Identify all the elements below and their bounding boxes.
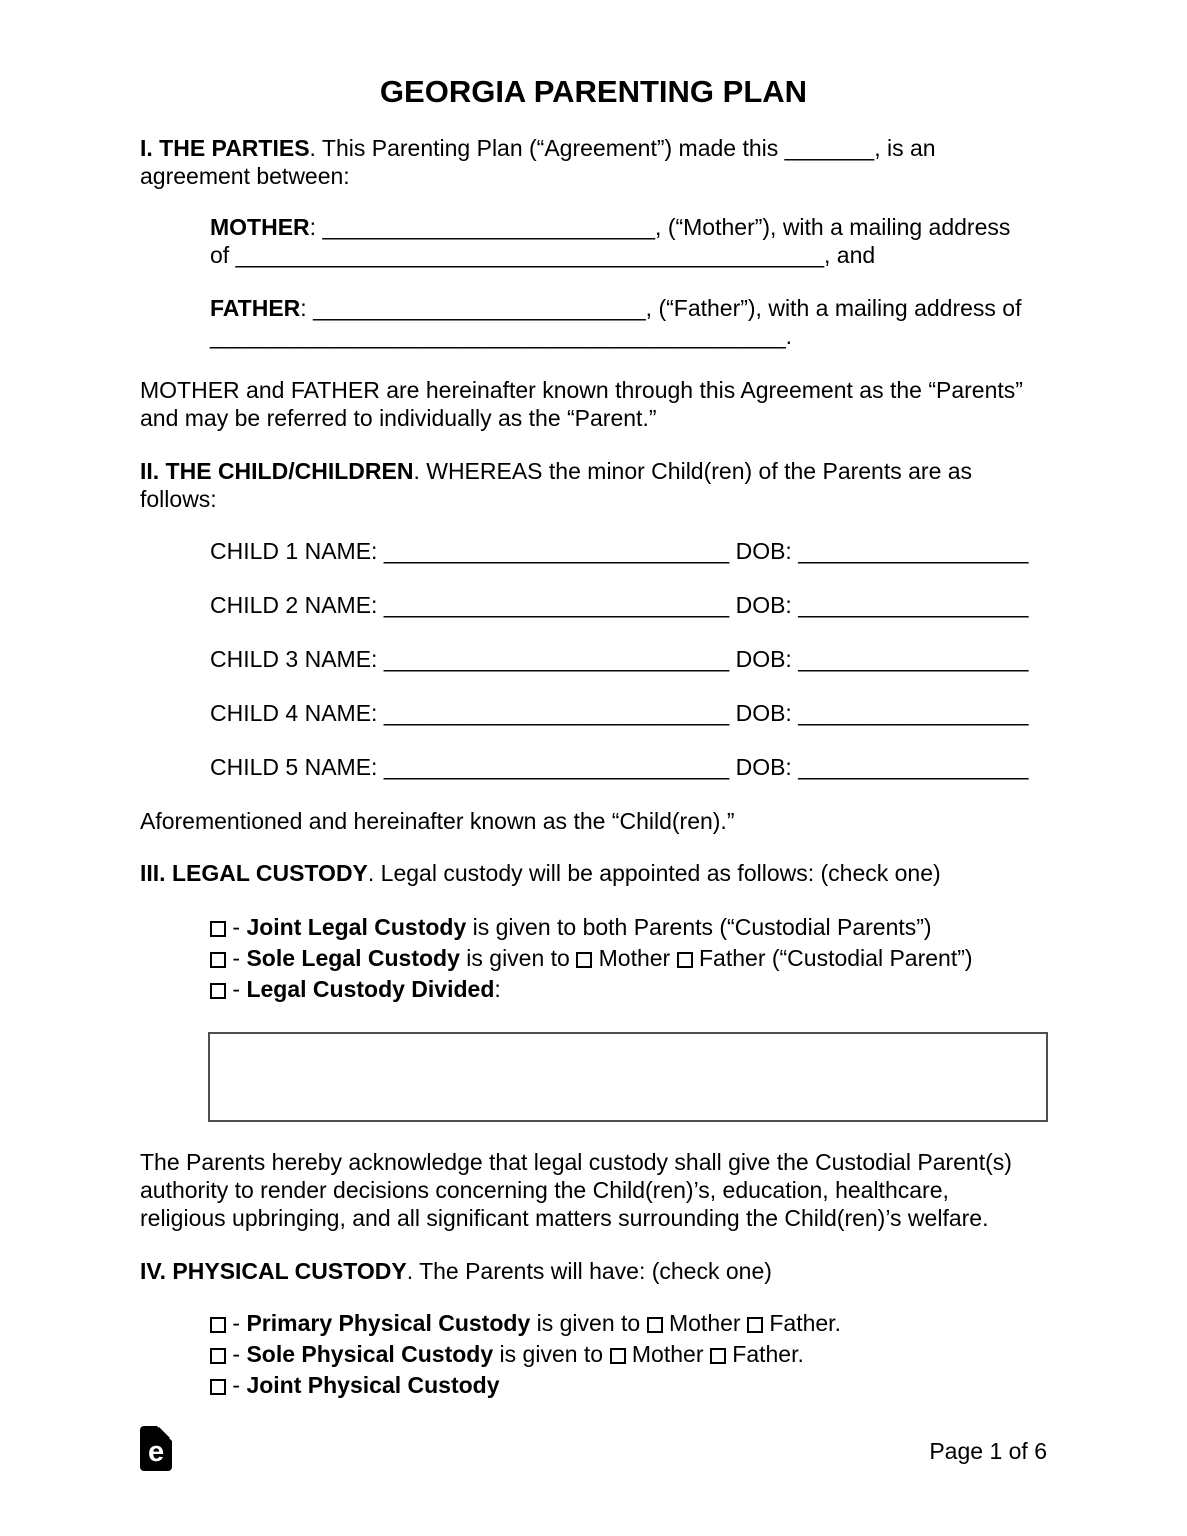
sole-physical-custody-label: Sole Physical Custody (246, 1341, 494, 1367)
sole-physical-mother-checkbox[interactable] (610, 1348, 626, 1364)
joint-legal-custody-checkbox[interactable] (210, 921, 226, 937)
legal-custody-options (210, 912, 1052, 1005)
parents-note-line-2 (140, 404, 1052, 432)
option-separator: - (226, 1341, 247, 1367)
child-1-name-field[interactable]: ___________________________ (383, 538, 730, 564)
sole-physical-mother-label: Mother (625, 1341, 710, 1367)
parties-intro-tail: , is an (874, 135, 936, 161)
primary-physical-custody-text: is given to (530, 1310, 647, 1336)
parents-note-text-2: and may be referred to individually as the “Parent.” (140, 405, 657, 431)
legal-custody-intro-text: . Legal custody will be appointed as follows: (check one) (367, 860, 941, 886)
child-2-name-field[interactable]: ___________________________ (383, 592, 730, 618)
joint-physical-custody-label: Joint Physical Custody (246, 1372, 500, 1398)
joint-physical-custody-checkbox[interactable] (210, 1379, 226, 1395)
legal-custody-note-line-1 (140, 1148, 1052, 1176)
father-line-1 (210, 294, 1052, 322)
father-name-field[interactable]: __________________________ (313, 295, 646, 321)
child-5-name-field[interactable]: ___________________________ (383, 754, 730, 780)
mother-label: MOTHER (210, 214, 310, 240)
sole-physical-father-checkbox[interactable] (710, 1348, 726, 1364)
sole-legal-mother-checkbox[interactable] (576, 952, 592, 968)
legal-custody-note-line-2 (140, 1176, 1052, 1204)
sole-physical-father-label: Father. (725, 1341, 804, 1367)
sole-physical-custody-text: is given to (493, 1341, 610, 1367)
father-colon: : (300, 295, 314, 321)
parties-intro-text-2: agreement between: (140, 163, 350, 189)
primary-physical-father-label: Father. (762, 1310, 841, 1336)
joint-legal-custody-text: is given to both Parents (“Custodial Parents”) (466, 914, 932, 940)
parties-intro-text: . This Parenting Plan (“Agreement”) made this (309, 135, 785, 161)
children-intro-text-2: follows: (140, 486, 217, 512)
option-separator: - (226, 1310, 247, 1336)
primary-physical-custody-checkbox[interactable] (210, 1317, 226, 1333)
child-3-name-label: CHILD 3 NAME: (210, 646, 384, 672)
legal-custody-note-text-1: The Parents hereby acknowledge that legal custody shall give the Custodial Parent(s) (140, 1149, 1012, 1175)
child-4-dob-field[interactable]: __________________ (798, 700, 1029, 726)
sole-legal-father-label: Father (“Custodial Parent”) (692, 945, 973, 971)
legal-custody-divided-label: Legal Custody Divided (246, 976, 495, 1002)
sole-legal-mother-label: Mother (592, 945, 677, 971)
parties-intro-line-2 (140, 162, 1052, 190)
sole-physical-custody-checkbox[interactable] (210, 1348, 226, 1364)
logo-letter: e (148, 1436, 165, 1468)
document-icon (140, 1426, 172, 1471)
father-after-name-text: , (“Father”), with a mailing address of (645, 295, 1022, 321)
child-4-row (210, 699, 1052, 727)
child-2-row (210, 591, 1052, 619)
child-4-name-label: CHILD 4 NAME: (210, 700, 384, 726)
document-title: GEORGIA PARENTING PLAN (379, 74, 808, 109)
physical-custody-option-primary (210, 1308, 1052, 1339)
legal-custody-note-text-2: authority to render decisions concerning the Child(ren)’s, education, healthcare, (140, 1177, 949, 1203)
primary-physical-mother-checkbox[interactable] (647, 1317, 663, 1333)
section-legal-custody-intro (140, 859, 1052, 887)
mother-address-tail: , and (824, 242, 876, 268)
father-label: FATHER (210, 295, 301, 321)
section-physical-custody-intro (140, 1257, 1052, 1285)
section-children-intro (140, 457, 1052, 513)
child-3-dob-field[interactable]: __________________ (798, 646, 1029, 672)
mother-block (210, 213, 1052, 269)
legal-custody-divided-checkbox[interactable] (210, 983, 226, 999)
father-address-tail: . (785, 323, 793, 349)
mother-line-2 (210, 241, 1052, 269)
sole-legal-custody-checkbox[interactable] (210, 952, 226, 968)
physical-custody-options (210, 1308, 1052, 1401)
child-1-name-label: CHILD 1 NAME: (210, 538, 384, 564)
child-4-name-field[interactable]: ___________________________ (383, 700, 730, 726)
parents-note (140, 376, 1052, 432)
option-separator: - (226, 976, 247, 1002)
children-intro-line-2 (140, 485, 1052, 513)
physical-custody-intro-line (140, 1257, 1052, 1285)
section-parties-intro (140, 134, 1052, 190)
mother-name-field[interactable]: __________________________ (322, 214, 656, 240)
children-note-text: Aforementioned and hereinafter known as the “Child(ren).” (140, 808, 735, 834)
legal-custody-note-text-3: religious upbringing, and all significant matters surrounding the Child(ren)’s welfare. (140, 1205, 989, 1231)
mother-line-1 (210, 213, 1052, 241)
legal-custody-intro-line (140, 859, 1052, 887)
father-address-field[interactable]: _____________________________________________ (210, 323, 786, 349)
legal-custody-option-divided (210, 974, 1052, 1005)
legal-custody-option-joint (210, 912, 1052, 943)
child-2-name-label: CHILD 2 NAME: (210, 592, 384, 618)
children-note-line (140, 807, 1052, 835)
sole-legal-father-checkbox[interactable] (677, 952, 693, 968)
child-2-dob-field[interactable]: __________________ (798, 592, 1029, 618)
physical-custody-option-sole (210, 1339, 1052, 1370)
agreement-date-field[interactable]: _______ (784, 135, 875, 161)
physical-custody-intro-text: . The Parents will have: (check one) (406, 1258, 772, 1284)
child-5-dob-field[interactable]: __________________ (798, 754, 1029, 780)
mother-after-name-text: , (“Mother”), with a mailing address (655, 214, 1011, 240)
legal-custody-divided-text: : (494, 976, 501, 1002)
option-separator: - (226, 945, 247, 971)
child-5-name-label: CHILD 5 NAME: (210, 754, 384, 780)
children-heading: II. THE CHILD/CHILDREN (140, 458, 414, 484)
mother-address-field[interactable]: ______________________________________________ (235, 242, 824, 268)
primary-physical-mother-label: Mother (662, 1310, 747, 1336)
page-number: Page 1 of 6 (929, 1438, 1047, 1464)
children-intro-line-1 (140, 457, 1052, 485)
parents-note-line-1 (140, 376, 1052, 404)
child-4-dob-label: DOB: (729, 700, 799, 726)
child-5-dob-label: DOB: (729, 754, 799, 780)
children-intro-text: . WHEREAS the minor Child(ren) of the Parents are as (413, 458, 973, 484)
eforms-logo (140, 1426, 172, 1471)
parents-note-text-1: MOTHER and FATHER are hereinafter known through this Agreement as the “Parents” (140, 377, 1023, 403)
mother-colon: : (309, 214, 323, 240)
parties-intro-line-1 (140, 134, 1052, 162)
father-line-2 (210, 322, 1052, 350)
child-2-dob-label: DOB: (729, 592, 799, 618)
mother-address-pre: of (210, 242, 236, 268)
physical-custody-option-joint (210, 1370, 1052, 1401)
sole-legal-custody-text: is given to (459, 945, 577, 971)
child-1-row (210, 537, 1052, 565)
legal-custody-divided-textbox[interactable] (208, 1032, 1048, 1122)
child-3-row (210, 645, 1052, 673)
child-1-dob-label: DOB: (729, 538, 799, 564)
child-1-dob-field[interactable]: __________________ (798, 538, 1029, 564)
physical-custody-heading: IV. PHYSICAL CUSTODY (140, 1258, 407, 1284)
child-3-name-field[interactable]: ___________________________ (383, 646, 730, 672)
legal-custody-option-sole (210, 943, 1052, 974)
parties-heading: I. THE PARTIES (140, 135, 310, 161)
sole-legal-custody-label: Sole Legal Custody (246, 945, 460, 971)
joint-legal-custody-label: Joint Legal Custody (246, 914, 467, 940)
legal-custody-note-line-3 (140, 1204, 1052, 1232)
father-block (210, 294, 1052, 350)
children-note (140, 807, 1052, 835)
legal-custody-note (140, 1148, 1052, 1232)
child-5-row (210, 753, 1052, 781)
option-separator: - (226, 914, 247, 940)
primary-physical-father-checkbox[interactable] (747, 1317, 763, 1333)
primary-physical-custody-label: Primary Physical Custody (246, 1310, 531, 1336)
option-separator: - (226, 1372, 247, 1398)
legal-custody-heading: III. LEGAL CUSTODY (140, 860, 368, 886)
child-3-dob-label: DOB: (729, 646, 799, 672)
children-rows (210, 537, 1052, 807)
